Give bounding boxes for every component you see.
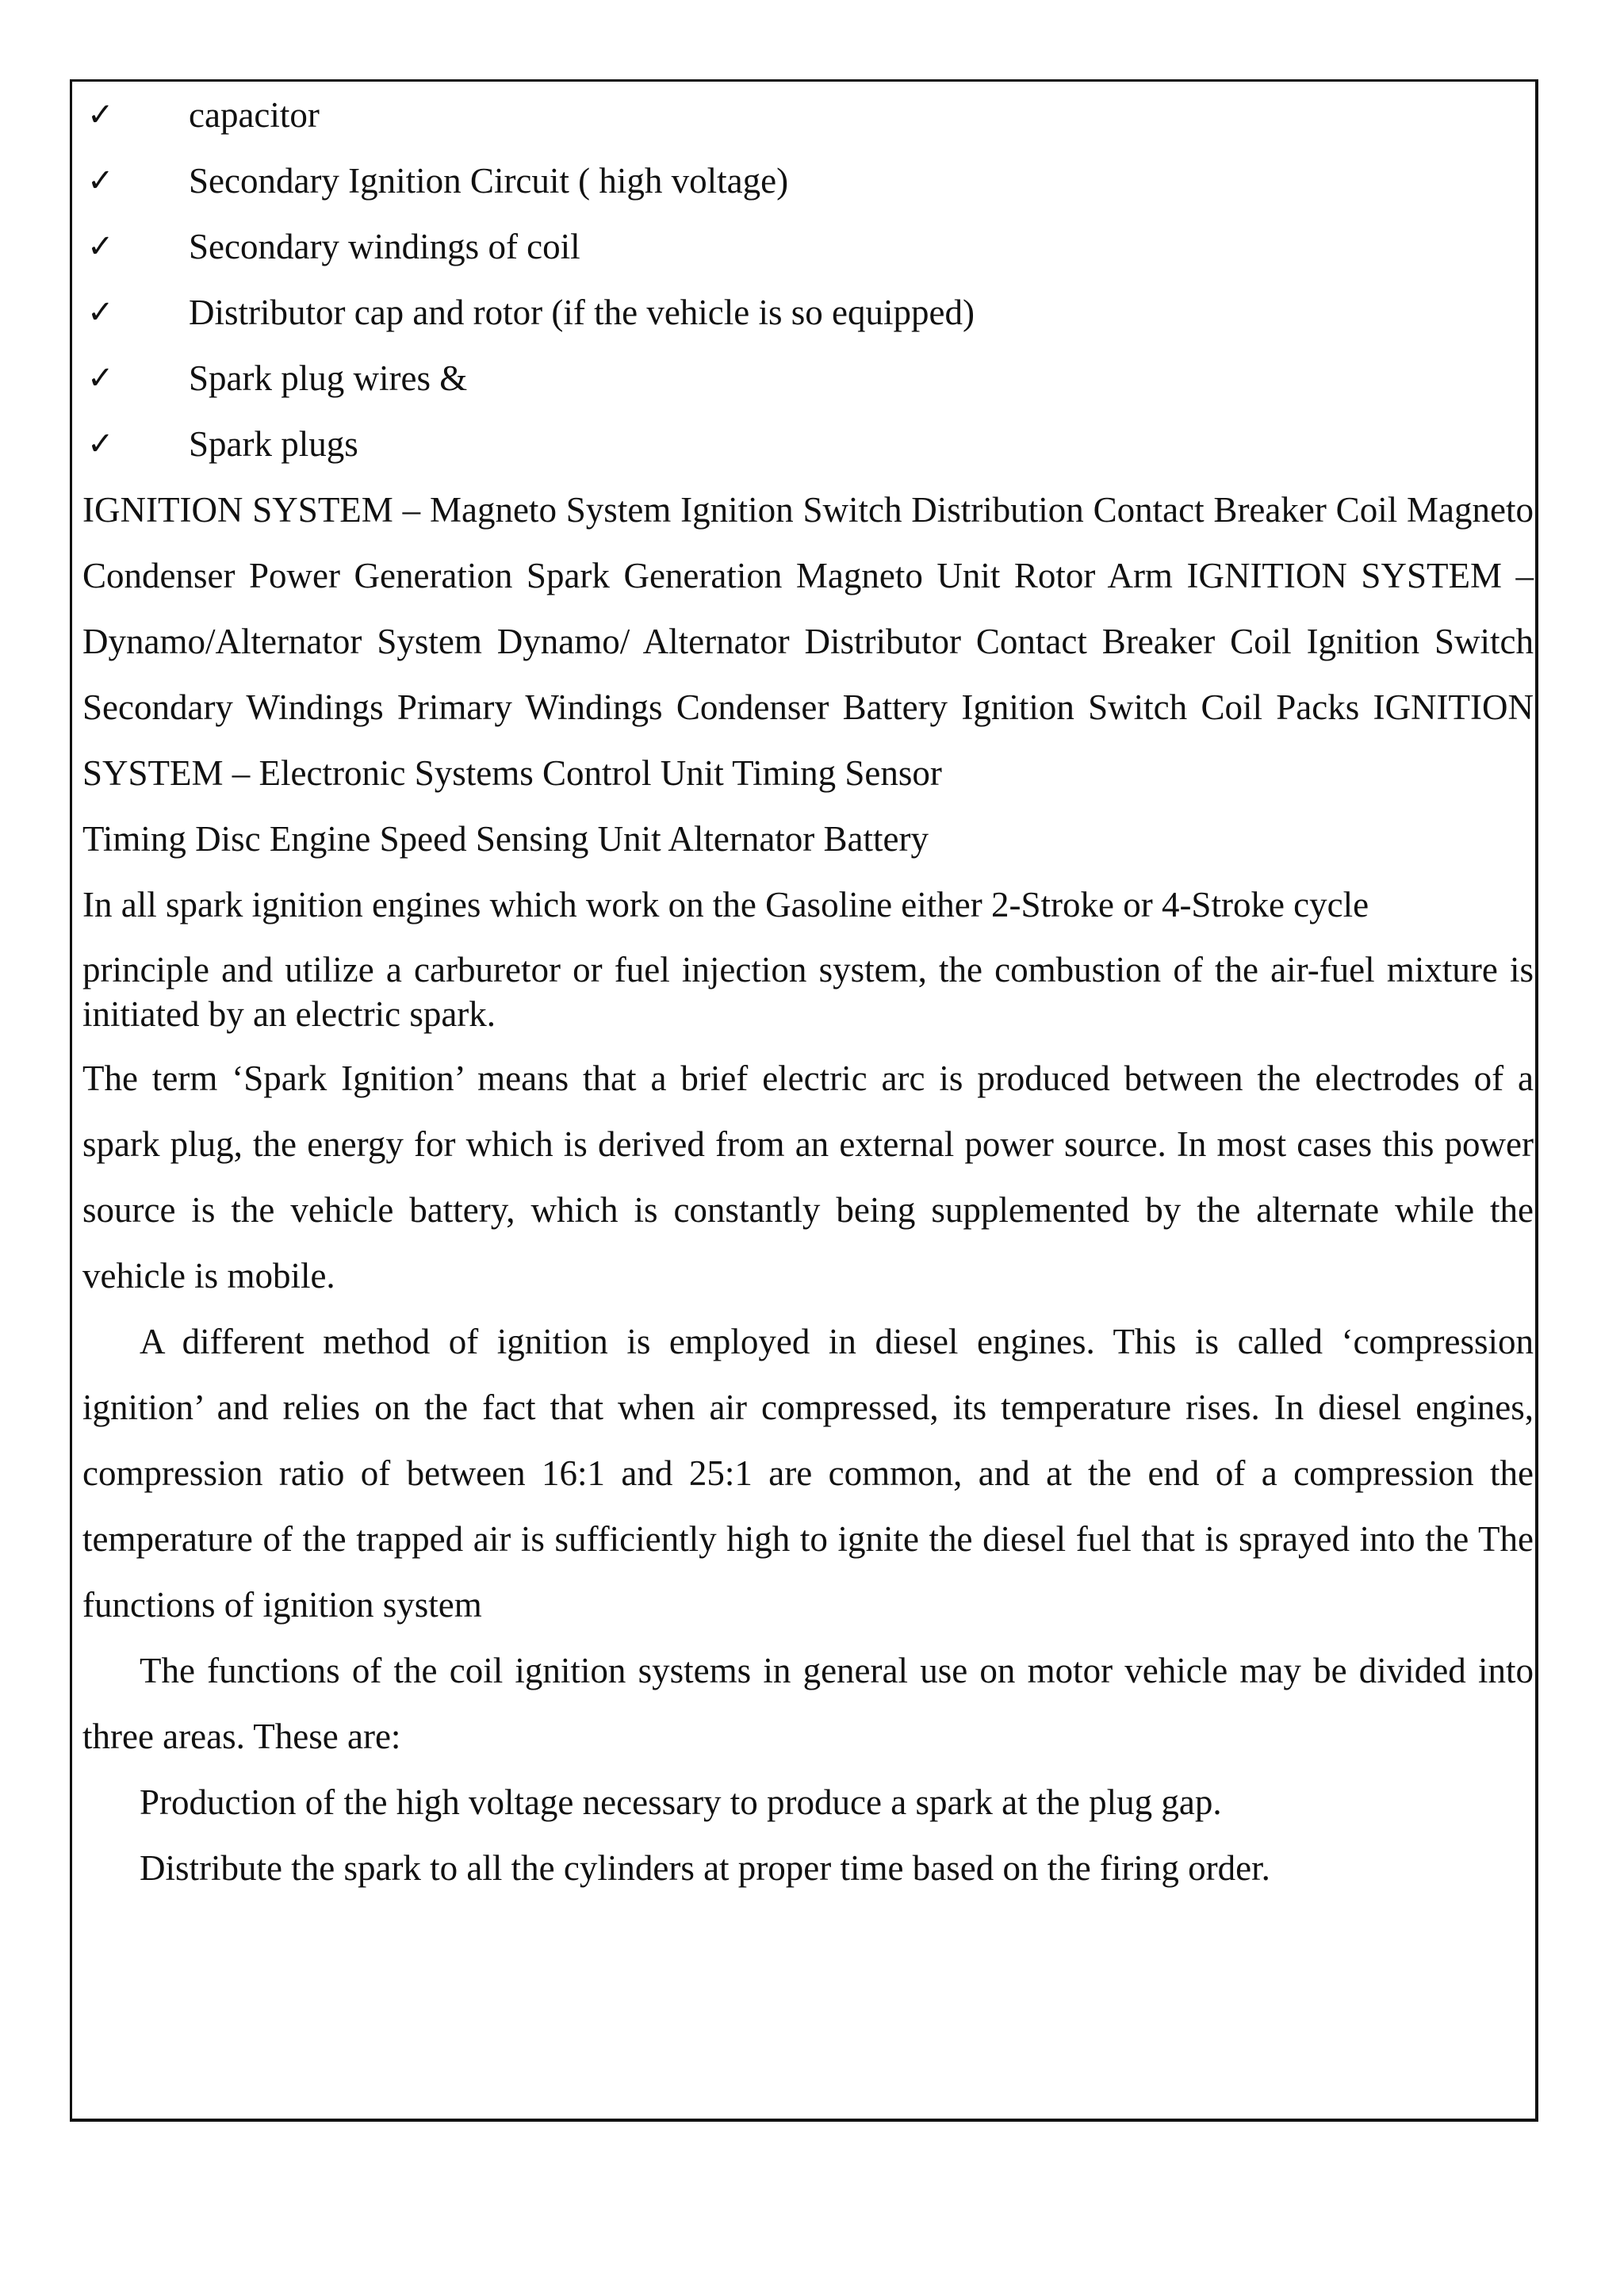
document-body	[82, 82, 1534, 1901]
checkmark-icon: ✓	[87, 163, 114, 199]
ignition-systems-paragraph: IGNITION SYSTEM – Magneto System Ignition Switch Distribution Contact Breaker Coil Magneto Condenser Power Generation Spark Generation Magneto Unit Rotor Arm IGNITION SYSTEM – Dynamo/Alternator System Dynamo/ Alternator Distributor Contact Breaker Coil Ignition Switch Secondary Windings Primary Windings Condenser Battery Ignition Switch Coil Packs IGNITION SYSTEM – Electronic Systems Control Unit Timing Sensor	[82, 490, 1534, 793]
spark-engines-paragraph-line: In all spark ignition engines which work on the Gasoline either 2-Stroke or 4-Stroke cycle	[82, 885, 1369, 924]
checkmark-icon: ✓	[87, 360, 114, 396]
spark-engines-paragraph: principle and utilize a carburetor or fuel injection system, the combustion of the air-fuel mixture is initiated by an electric spark.	[82, 950, 1534, 1034]
functions-intro-paragraph: The functions of the coil ignition systems in general use on motor vehicle may be divided into three areas. These are:	[82, 1651, 1534, 1756]
spark-ignition-term-paragraph: The term ‘Spark Ignition’ means that a brief electric arc is produced between the electrodes of a spark plug, the energy for which is derived from an external power source. In most cases this power source is the vehicle battery, which is constantly being supplemented by the alternate while the vehicle is mobile.	[82, 1058, 1534, 1296]
checklist-item	[82, 82, 1534, 148]
function-item: Production of the high voltage necessary to produce a spark at the plug gap.	[140, 1782, 1222, 1822]
checklist-item-text: Secondary Ignition Circuit ( high voltage)	[189, 161, 789, 201]
checklist-item	[82, 280, 1534, 346]
checklist-item	[82, 346, 1534, 412]
checkmark-icon: ✓	[87, 228, 114, 265]
checklist-item-text: Spark plugs	[189, 424, 358, 464]
diesel-ignition-paragraph: A different method of ignition is employed in diesel engines. This is called ‘compression ignition’ and relies on the fact that when air compressed, its temperature rises. In diesel engines, compression ratio of between 16:1 and 25:1 are common, and at the end of a compression the temperature of the trapped air is sufficiently high to ignite the diesel fuel that is sprayed into the The functions of ignition system	[82, 1322, 1534, 1625]
checkmark-icon: ✓	[87, 294, 114, 331]
checklist-item	[82, 214, 1534, 280]
checklist-item-text: Secondary windings of coil	[189, 227, 580, 266]
checklist-item	[82, 148, 1534, 214]
checkmark-icon: ✓	[87, 97, 114, 133]
timing-disc-paragraph: Timing Disc Engine Speed Sensing Unit Alternator Battery	[82, 819, 929, 859]
checklist-item-text: Spark plug wires &	[189, 358, 468, 398]
component-checklist	[82, 82, 1534, 477]
function-item: Distribute the spark to all the cylinders at proper time based on the firing order.	[140, 1848, 1270, 1888]
checklist-item-text: Distributor cap and rotor (if the vehicle is so equipped)	[189, 293, 975, 332]
checkmark-icon: ✓	[87, 426, 114, 462]
checklist-item-text: capacitor	[189, 95, 320, 135]
checklist-item	[82, 412, 1534, 477]
